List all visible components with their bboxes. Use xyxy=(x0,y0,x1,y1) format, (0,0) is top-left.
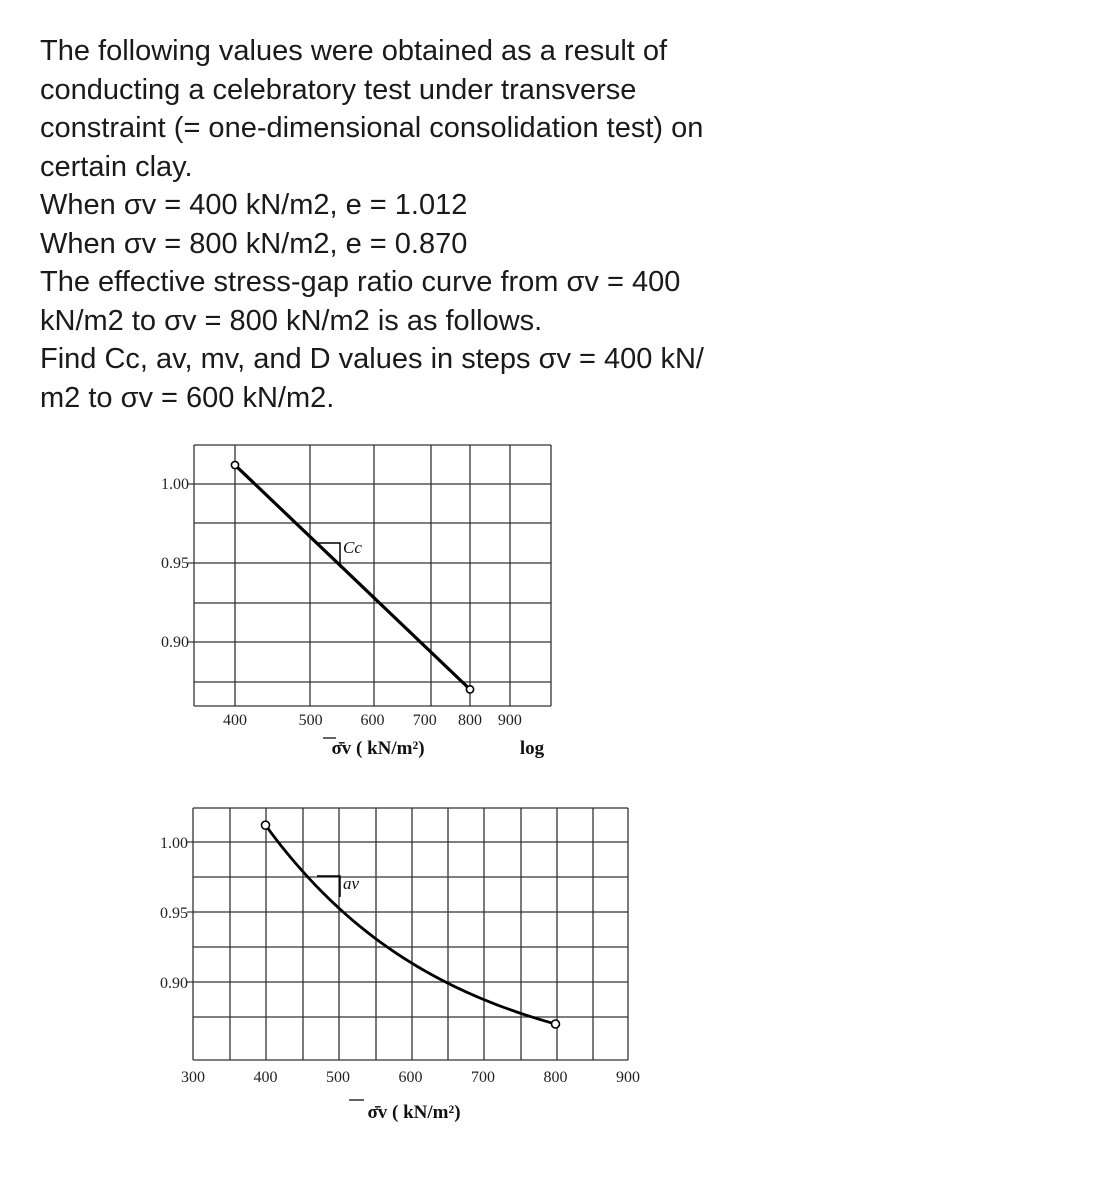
y-tick-label: 0.90 xyxy=(160,975,188,992)
y-tick-label: 0.95 xyxy=(161,555,189,572)
problem-line: m2 to σv = 600 kN/m2. xyxy=(40,381,335,414)
x-tick-label: 900 xyxy=(497,712,522,729)
cc-annotation: Cc xyxy=(343,538,362,557)
y-tick-label: 0.90 xyxy=(161,634,189,651)
problem-line: kN/m2 to σv = 800 kN/m2 is as follows. xyxy=(40,304,543,337)
e-sigma-chart xyxy=(160,808,640,1123)
problem-line: The following values were obtained as a result of xyxy=(40,35,668,67)
x-tick-label: 500 xyxy=(298,712,323,729)
x-tick-label: 800 xyxy=(543,1069,568,1086)
y-tick-label: 1.00 xyxy=(160,835,188,852)
y-tick-label: 0.95 xyxy=(160,905,188,922)
x-tick-label: 900 xyxy=(616,1069,640,1086)
x-tick-label: 800 xyxy=(458,712,482,729)
problem-line: constraint (= one-dimensional consolidation test) on xyxy=(40,112,704,144)
x-axis-label: σ̄v ( kN/m²) xyxy=(331,738,425,759)
problem-line: The effective stress-gap ratio curve from σv = 400 xyxy=(40,266,681,298)
x-scale-note: log xyxy=(519,738,545,759)
problem-line: When σv = 800 kN/m2, e = 0.870 xyxy=(40,227,468,260)
av-slope-triangle xyxy=(317,876,340,897)
e-log-line xyxy=(235,465,470,689)
x-tick-label: 400 xyxy=(253,1069,278,1086)
x-axis-label: σ̄v ( kN/m²) xyxy=(367,1102,461,1123)
problem-line: conducting a celebratory test under transverse xyxy=(40,73,637,106)
data-point xyxy=(552,1020,560,1028)
x-tick-label: 700 xyxy=(471,1069,495,1086)
x-tick-label: 300 xyxy=(181,1069,205,1086)
problem-line: Find Cc, av, mv, and D values in steps σv = 400 kN/ xyxy=(40,343,704,375)
e-sigma-curve xyxy=(266,825,556,1024)
x-tick-label: 600 xyxy=(398,1069,423,1086)
data-point xyxy=(466,686,473,693)
data-point xyxy=(231,461,238,468)
x-tick-label: 500 xyxy=(326,1069,350,1086)
problem-line: certain clay. xyxy=(40,150,193,183)
av-annotation: av xyxy=(343,874,360,893)
problem-line: When σv = 400 kN/m2, e = 1.012 xyxy=(40,189,468,221)
data-point xyxy=(262,821,270,829)
x-tick-label: 600 xyxy=(360,712,385,729)
y-tick-label: 1.00 xyxy=(161,476,189,493)
x-tick-label: 400 xyxy=(223,712,247,729)
x-tick-label: 700 xyxy=(412,712,437,729)
e-log-sigma-chart xyxy=(161,445,551,759)
